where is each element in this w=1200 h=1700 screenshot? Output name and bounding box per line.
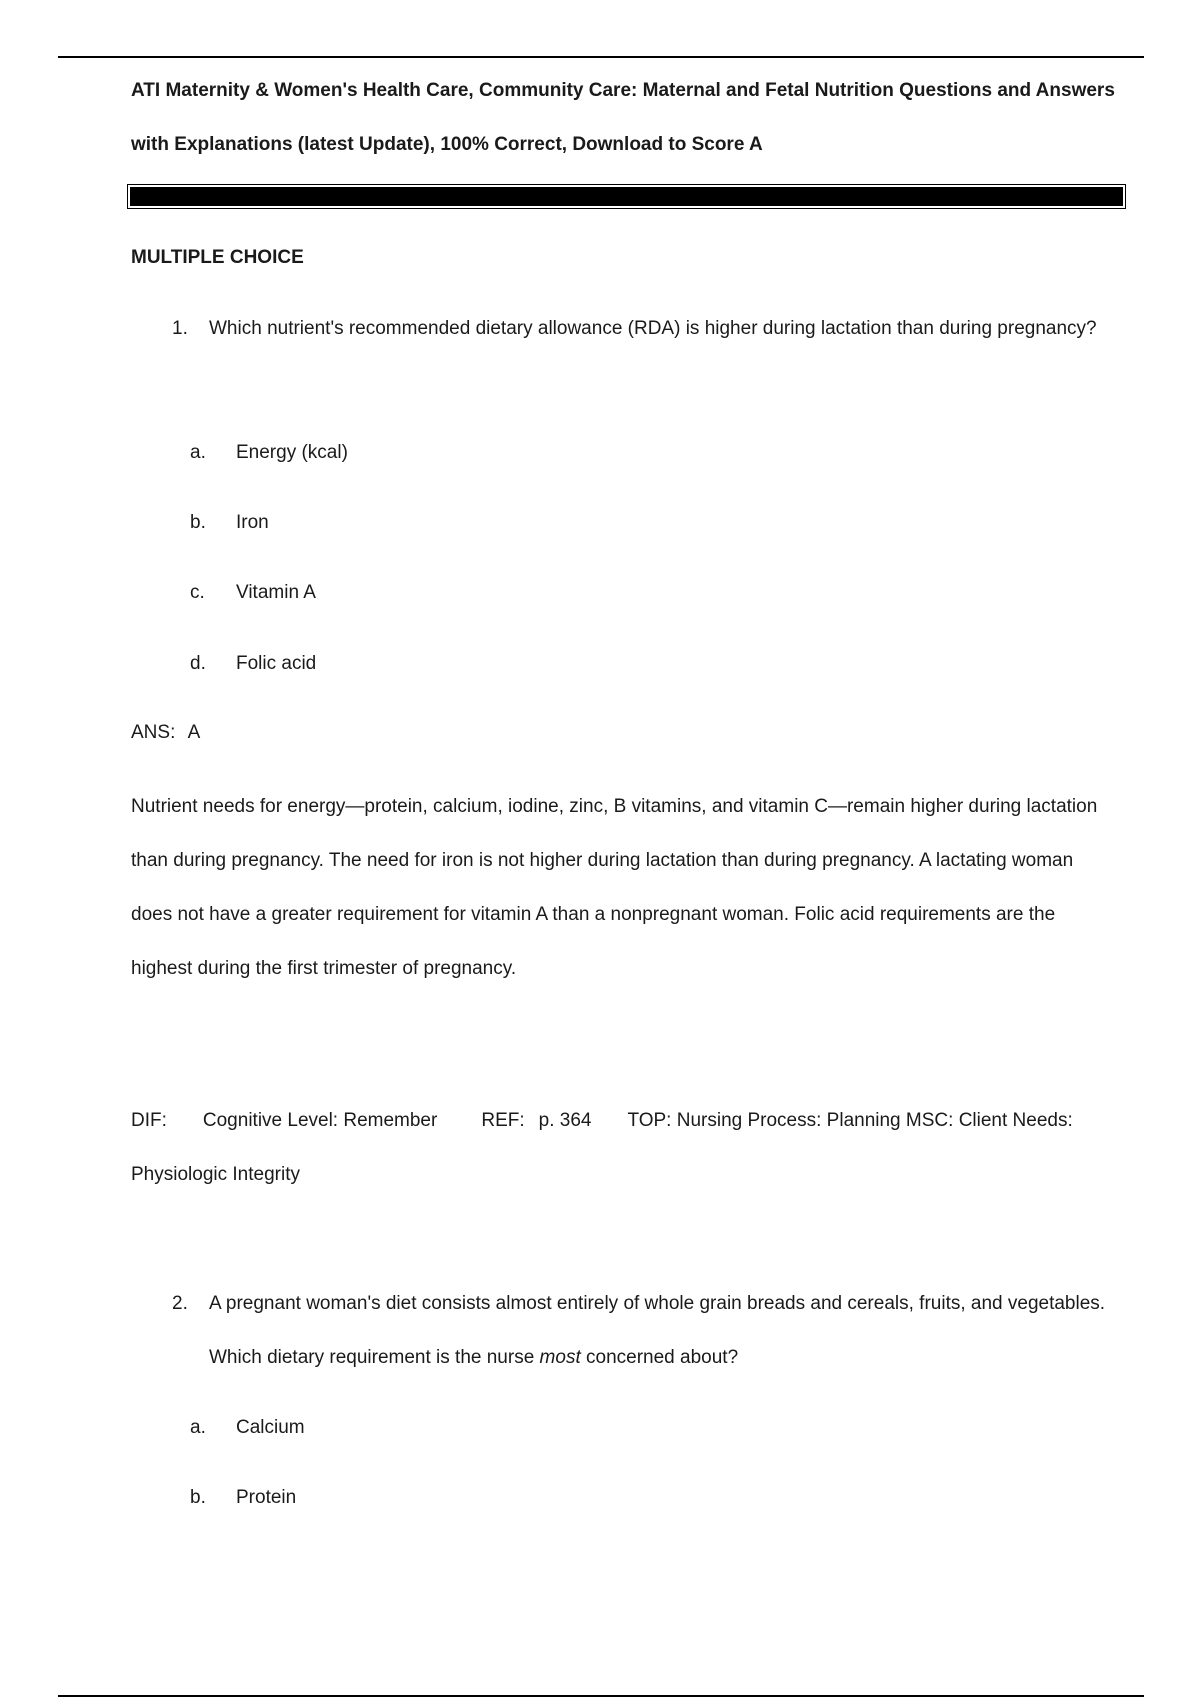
section-heading: MULTIPLE CHOICE (131, 247, 304, 268)
option-letter: c. (190, 582, 205, 603)
option-text: Calcium (236, 1417, 305, 1438)
stem-text-end: concerned about? (580, 1347, 739, 1368)
document-title: ATI Maternity & Women's Health Care, Community Care: Maternal and Fetal Nutrition Questions and Answers with Explanations (latest Update), 100% Correct, Download to Score A (131, 80, 1115, 155)
top-rule (58, 56, 1144, 58)
option-text: Protein (236, 1487, 297, 1508)
question-number: 1. (172, 318, 188, 339)
dif-label: DIF: (131, 1110, 167, 1131)
option-letter: b. (190, 1487, 206, 1508)
question-metadata (131, 1094, 1131, 1202)
option-letter: a. (190, 442, 206, 463)
dif-value: Cognitive Level: Remember (202, 1110, 438, 1131)
option-text: Iron (236, 512, 269, 533)
top-value: Nursing Process: Planning (676, 1110, 901, 1131)
option-letter: d. (190, 653, 206, 674)
stem-emphasis: most (539, 1347, 581, 1368)
answer-rationale: Nutrient needs for energy—protein, calcium, iodine, zinc, B vitamins, and vitamin C—remain higher during lactation than during pregnancy. The need for iron is not higher during lactation than during pregnancy. A lactating woman does not have a greater requirement for vitamin A than a nonpregnant woman. Folic acid requirements are the highest during the first trimester of pregnancy. (131, 796, 1098, 979)
answer-value: A (187, 722, 201, 743)
title-separator-bar (130, 187, 1123, 206)
option-text: Energy (kcal) (236, 442, 348, 463)
question-number: 2. (172, 1293, 188, 1314)
question-stem: Which nutrient's recommended dietary allowance (RDA) is higher during lactation than during pregnancy? (209, 318, 1097, 339)
answer-label: ANS: (131, 722, 176, 743)
ref-label: REF: (481, 1110, 525, 1131)
msc-label: MSC: (905, 1110, 954, 1131)
option-text: Folic acid (236, 653, 317, 674)
msc-value: Client Needs: Physiologic Integrity (131, 1110, 1073, 1185)
option-letter: b. (190, 512, 206, 533)
top-label: TOP: (627, 1110, 672, 1131)
bottom-rule (58, 1695, 1144, 1697)
stem-text: A pregnant woman's diet consists almost entirely of whole grain breads and cereals, fruits, and vegetables. Which dietary requirement is the nurse (209, 1293, 1106, 1368)
option-text: Vitamin A (236, 582, 316, 603)
answer-line (131, 722, 200, 744)
option-letter: a. (190, 1417, 206, 1438)
question-stem (209, 1277, 1109, 1385)
ref-value: p. 364 (538, 1110, 592, 1131)
